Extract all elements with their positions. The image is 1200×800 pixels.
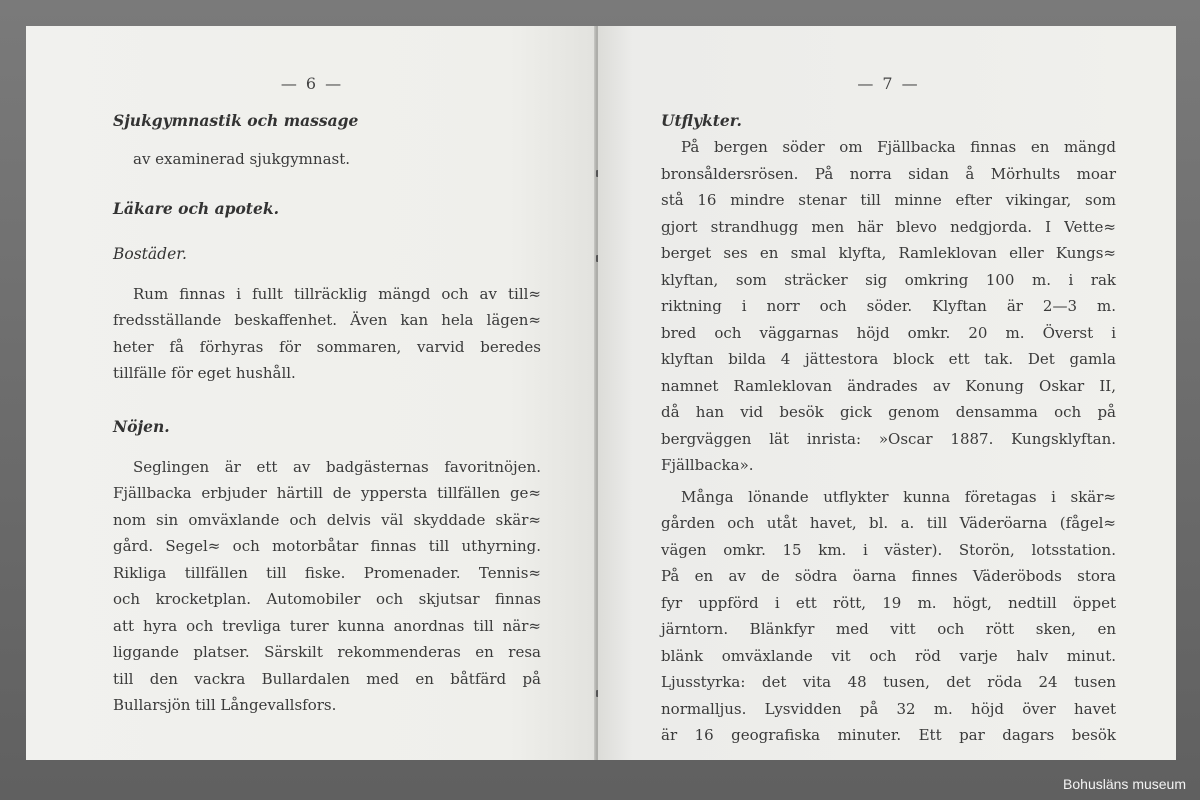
text-line: Bullarsjön till Långevallsfors.	[113, 696, 337, 714]
text-line: Fjällbacka erbjuder härtill de yppersta tillfällen ge≈	[113, 484, 541, 502]
text-line: klyftan, som sträcker sig omkring 100 m. i rak	[661, 270, 1116, 289]
text-line: heter få förhyras för sommaren, varvid beredes	[113, 337, 541, 356]
heading-nojen: Nöjen.	[113, 416, 170, 436]
text-line: och krocketplan. Automobiler och skjutsar finnas	[113, 590, 541, 608]
text-line: normalljus. Lysvidden på 32 m. höjd över havet	[661, 699, 1116, 718]
text-line: tillfälle för eget hushåll.	[113, 364, 296, 382]
museum-credit: Bohusläns museum	[1063, 776, 1186, 792]
text-line: nom sin omväxlande och delvis väl skyddade skär≈	[113, 510, 541, 529]
text-line: klyftan bilda 4 jättestora block ett tak. Det gamla	[661, 350, 1116, 368]
text-line: Fjällbacka».	[661, 456, 754, 474]
heading-lakare: Läkare och apotek.	[113, 198, 279, 218]
text-line: fredsställande beskaffenhet. Även kan hela lägen≈	[113, 311, 541, 329]
paragraph-utflykter-1	[661, 134, 1116, 479]
text-line: bred och väggarnas höjd omkr. 20 m. Överst i	[661, 323, 1116, 342]
text-line: järntorn. Blänkfyr med vitt och rött sken, en	[661, 620, 1116, 638]
left-page	[26, 26, 596, 760]
page-number-right: — 7 —	[857, 74, 920, 93]
heading-bostader: Bostäder.	[113, 244, 187, 263]
text-line: På en av de södra öarna finnes Väderöbods stora	[661, 567, 1116, 585]
text-line: Seglingen är ett av badgästernas favoritnöjen.	[133, 457, 541, 476]
text-line: gård. Segel≈ och motorbåtar finnas till uthyrning.	[113, 537, 541, 555]
text-line: fyr uppförd i ett rött, 19 m. högt, nedtill öppet	[661, 593, 1116, 612]
text-line: vägen omkr. 15 km. i väster). Storön, lotsstation.	[661, 540, 1116, 559]
text-line: att hyra och trevliga turer kunna anordnas till när≈	[113, 616, 541, 635]
text-line: då han vid besök gick genom densamma och på	[661, 403, 1116, 421]
text-line: bronsåldersrösen. På norra sidan å Mörhults moar	[661, 164, 1116, 183]
text-line: berget ses en smal klyfta, Ramleklovan eller Kungs≈	[661, 244, 1116, 262]
heading-utflykter: Utflykter.	[661, 111, 742, 130]
text-line: bergväggen lät inrista: »Oscar 1887. Kungsklyftan.	[661, 429, 1116, 448]
heading-sjukgymnastik: Sjukgymnastik och massage	[113, 111, 359, 130]
text-line: till den vackra Bullardalen med en båtfärd på	[113, 669, 541, 688]
text-line: gjort strandhugg men här blevo nedgjorda. I Vette≈	[661, 217, 1116, 236]
text-line: På bergen söder om Fjällbacka finnas en mängd	[681, 138, 1116, 156]
text-line: liggande platser. Särskilt rekommenderas en resa	[113, 643, 541, 661]
right-page	[598, 26, 1176, 760]
text-line: Många lönande utflykter kunna företagas i skär≈	[681, 487, 1116, 506]
text-line: stå 16 mindre stenar till minne efter vikingar, som	[661, 191, 1116, 209]
text-line: Rikliga tillfällen till fiske. Promenader. Tennis≈	[113, 563, 541, 582]
paragraph-utflykter-2	[661, 484, 1116, 749]
text-line: gården och utåt havet, bl. a. till Väderöarna (fågel≈	[661, 514, 1116, 532]
text-line: Ljusstyrka: det vita 48 tusen, det röda 24 tusen	[661, 673, 1116, 691]
text-line: riktning i norr och söder. Klyftan är 2—3 m.	[661, 297, 1116, 315]
paragraph-nojen	[113, 454, 541, 719]
subline-sjukgymnast: av examinerad sjukgymnast.	[133, 150, 351, 168]
text-line: Rum finnas i fullt tillräcklig mängd och av till≈	[133, 284, 541, 303]
text-line: namnet Ramleklovan ändrades av Konung Oskar II,	[661, 376, 1116, 395]
page-number-left: — 6 —	[280, 74, 344, 93]
text-line: blänk omväxlande vit och röd varje halv minut.	[661, 646, 1116, 665]
text-line: är 16 geografiska minuter. Ett par dagars besök	[661, 726, 1116, 744]
paragraph-bostader	[113, 281, 541, 387]
